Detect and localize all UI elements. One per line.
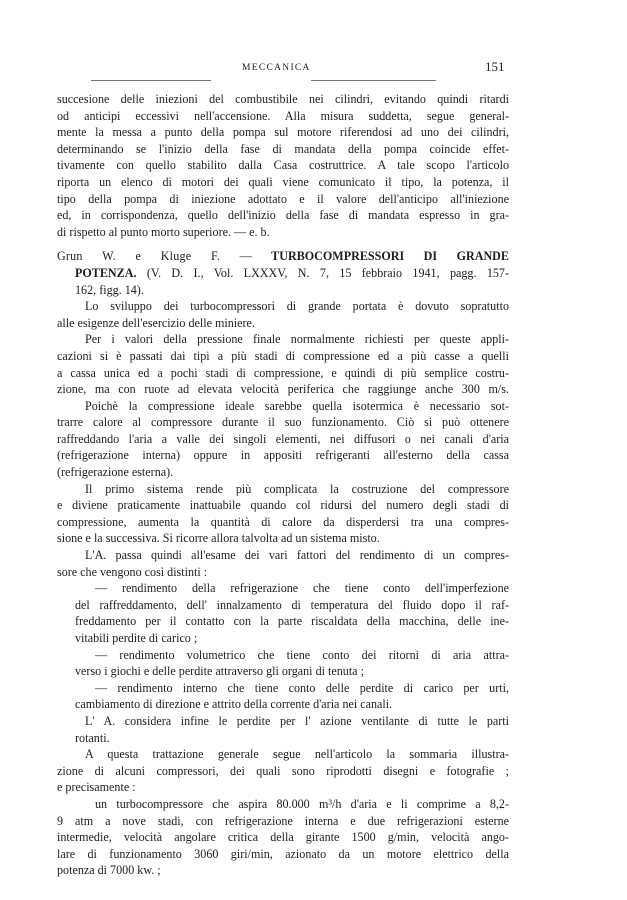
text-line: ed, in corrispondenza, quello dell'inizio della fase di mandata espresso in gra- bbox=[57, 208, 509, 223]
text-line: alle esigenze dell'esercizio delle miniere. bbox=[57, 315, 255, 330]
entry-citation-cont: 162, figg. 14). bbox=[75, 282, 144, 297]
header-rule-left bbox=[91, 80, 211, 81]
text-line: lare di funzionamento 3060 giri/min, azionato da un motore elettrico della bbox=[57, 846, 509, 861]
entry-title: TURBOCOMPRESSORI DI GRANDE bbox=[271, 249, 509, 264]
text-line: Per i valori della pressione finale normalmente richiesti per queste appli- bbox=[85, 332, 509, 347]
text-line: Poichè la compressione ideale sarebbe quella isotermica è necessario sot- bbox=[85, 398, 509, 413]
text-line: intermedie, velocità angolare critica della girante 1500 g/min, velocità ango- bbox=[57, 830, 509, 845]
text-line: compressione, aumenta la quantità di calore da disperdersi tra una compres- bbox=[57, 514, 509, 529]
text-line: di rispetto al punto morto superiore. — e. b. bbox=[57, 224, 270, 239]
text-line: mente la messa a punto della pompa sul motore riferendosi ad uno dei cilindri, bbox=[57, 125, 509, 140]
running-header bbox=[57, 60, 512, 82]
running-title: MECCANICA bbox=[242, 63, 311, 73]
text-line: freddamento per il contatto con la parte riscaldata della macchina, delle ine- bbox=[75, 614, 509, 629]
text-line: potenza di 7000 kw. ; bbox=[57, 863, 161, 878]
text-line: cambiamento di direzione e attrito della corrente d'aria nei canali. bbox=[75, 697, 393, 712]
abstract-body bbox=[57, 298, 509, 879]
text-line: tipo della pompa di iniezione adottato e il valore dell'anticipo all'iniezione bbox=[57, 191, 509, 206]
text-line: e precisamente : bbox=[57, 780, 136, 795]
text-line: (refrigerazione esterna). bbox=[57, 465, 174, 480]
header-rule-right bbox=[311, 80, 436, 81]
text-line: — rendimento della refrigerazione che tiene conto dell'imperfezione bbox=[95, 581, 509, 596]
text-line: (refrigerazione interna) oppure in appositi refrigeranti all'esterno della cassa bbox=[57, 448, 509, 463]
text-line: a cassa unica ed a pochi stadi di compressione, e quindi di più semplice costru- bbox=[57, 365, 509, 380]
text-line: sore che vengono così distinti : bbox=[57, 564, 208, 579]
page-number: 151 bbox=[485, 59, 505, 74]
text-line: A questa trattazione generale segue nell'articolo la sommaria illustra- bbox=[85, 747, 509, 762]
page-body bbox=[57, 91, 509, 879]
text-line: rotanti. bbox=[75, 730, 110, 745]
text-line: e diviene praticamente inattuabile quando col ridursi del numero degli stadi di bbox=[57, 498, 509, 513]
text-line: cazioni si è passati dai tipi a più stadi di compressione ed a più casse a quelli bbox=[57, 348, 509, 363]
bibliographic-entry bbox=[57, 248, 509, 298]
text-line: raffreddando l'aria a valle dei singoli elementi, nei diffusori o nei canali d'aria bbox=[57, 431, 509, 446]
entry-heading-line bbox=[57, 248, 509, 265]
text-line: Lo sviluppo dei turbocompressori di grande portata è dovuto sopratutto bbox=[85, 299, 509, 314]
text-line: zione, ma con ruote ad elevata velocità periferica che raggiunge anche 300 m/s. bbox=[57, 382, 509, 397]
text-line: L' A. considera infine le perdite per l' azione ventilante di tutte le parti bbox=[85, 713, 509, 728]
text-line: tivamente con quello stabilito dalla Casa costruttrice. A tale scopo l'articolo bbox=[57, 158, 509, 173]
intro-paragraph bbox=[57, 91, 509, 240]
text-line: vitabili perdite di carico ; bbox=[75, 631, 198, 645]
text-line: od anticipi eccessivi nell'accensione. Alla misura suddetta, segue general- bbox=[57, 108, 509, 123]
entry-title-cont: POTENZA. bbox=[75, 265, 137, 280]
entry-heading-line bbox=[57, 265, 509, 282]
text-line: Il primo sistema rende più complicata la costruzione del compressore bbox=[85, 481, 509, 496]
text-line: — rendimento volumetrico che tiene conto dei ritorni di aria attra- bbox=[95, 647, 509, 662]
text-line: riporta un elenco di motori dei quali viene comunicato il tipo, la potenza, il bbox=[57, 174, 509, 189]
entry-citation: (V. D. I., Vol. LXXXV, N. 7, 15 febbraio 1941, pagg. 157- bbox=[146, 265, 509, 280]
text-line: succesione delle iniezioni del combustibile nei cilindri, evitando quindi ritardi bbox=[57, 92, 509, 106]
text-line: determinando se l'inizio della fase di mandata della pompa coincide effet- bbox=[57, 141, 509, 156]
text-line: sione e la successiva. Si ricorre allora talvolta ad un sistema misto. bbox=[57, 531, 380, 546]
text-line: trarre calore al compressore durante il suo funzionamento. Ciò si può ottenere bbox=[57, 415, 509, 430]
text-line: 9 atm a nove stadi, con refrigerazione interna e due refrigerazioni esterne bbox=[57, 813, 509, 828]
text-line: un turbocompressore che aspira 80.000 m³/h d'aria e li comprime a 8,2- bbox=[95, 796, 509, 811]
text-line: verso i giochi e delle perdite attraverso gli organi di tenuta ; bbox=[75, 664, 364, 679]
entry-dash: — bbox=[239, 249, 252, 264]
text-line: L'A. passa quindi all'esame dei vari fattori del rendimento di un compres- bbox=[85, 548, 509, 563]
entry-authors: Grun W. e Kluge F. bbox=[57, 249, 221, 264]
text-line: zione di alcuni compressori, dei quali sono riprodotti disegni e fotografie ; bbox=[57, 763, 509, 778]
text-line: — rendimento interno che tiene conto delle perdite di carico per urti, bbox=[95, 680, 509, 695]
text-line: del raffreddamento, dell' innalzamento di temperatura del fluido dopo il raf- bbox=[75, 597, 509, 612]
